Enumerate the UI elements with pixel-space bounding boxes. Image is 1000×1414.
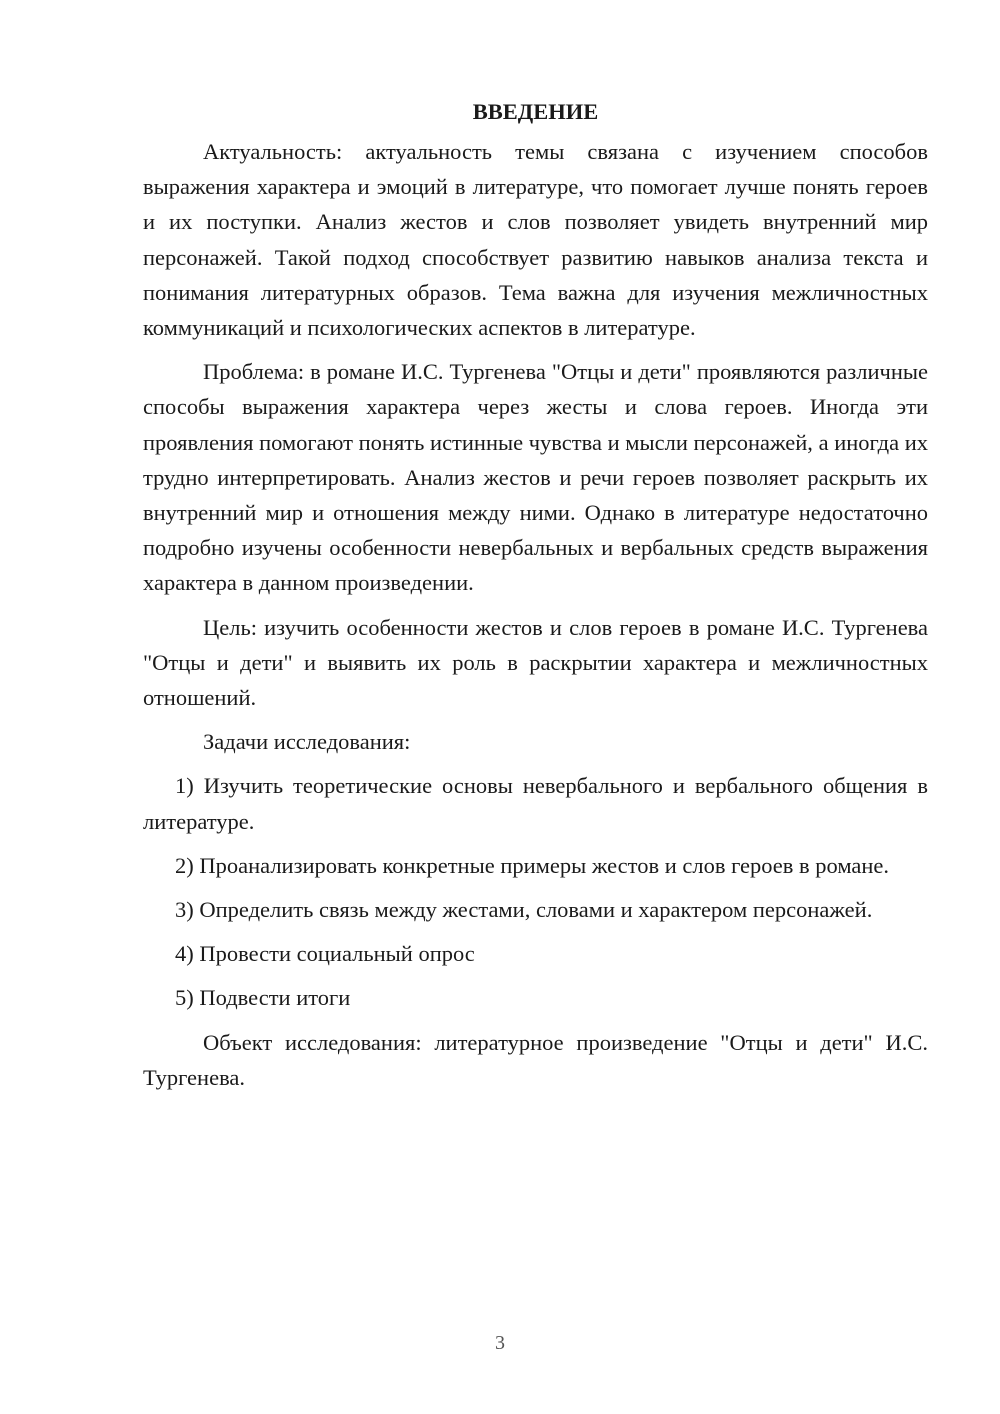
paragraph-object: Объект исследования: литературное произведение "Отцы и дети" И.С. Тургенева. [143, 1029, 928, 1090]
task-item-2: 2) Проанализировать конкретные примеры жестов и слов героев в романе. [175, 852, 890, 878]
paragraph-problem: Проблема: в романе И.С. Тургенева "Отцы и дети" проявляются различные способы выражения характера через жесты и слова героев. Иногда эти проявления помогают понять истинные чувства и мысли персонажей, а иногда их трудно интерпретировать. Анализ жестов и речи героев позволяет раскрыть их внутренний мир и отношения между ними. Однако в литературе недостаточно подробно изучены особенности невербальных и вербальных средств выражения характера в данном произведении. [143, 359, 928, 596]
task-item-3: 3) Определить связь между жестами, словами и характером персонажей. [175, 897, 873, 923]
paragraph-relevance: Актуальность: актуальность темы связана с изучением способов выражения характера и эмоций в литературе, что помогает лучше понять героев и их поступки. Анализ жестов и слов позволяет увидеть внутренний мир персонажей. Такой подход способствует развитию навыков анализа текста и понимания литературных образов. Тема важна для изучения межличностных коммуникаций и психологических аспектов в литературе. [143, 139, 928, 341]
task-list [143, 768, 928, 1015]
document-page [143, 94, 928, 1104]
paragraph-tasks-heading: Задачи исследования: [203, 729, 411, 755]
task-item-1: 1) Изучить теоретические основы невербального и вербального общения в литературе. [143, 773, 928, 834]
task-item-4: 4) Провести социальный опрос [175, 941, 475, 967]
section-heading: ВВЕДЕНИЕ [472, 99, 599, 124]
page-number: 3 [495, 1332, 505, 1354]
task-item-5: 5) Подвести итоги [175, 985, 351, 1011]
paragraph-goal: Цель: изучить особенности жестов и слов героев в романе И.С. Тургенева "Отцы и дети" и выявить их роль в раскрытии характера и межличностных отношений. [143, 614, 928, 711]
